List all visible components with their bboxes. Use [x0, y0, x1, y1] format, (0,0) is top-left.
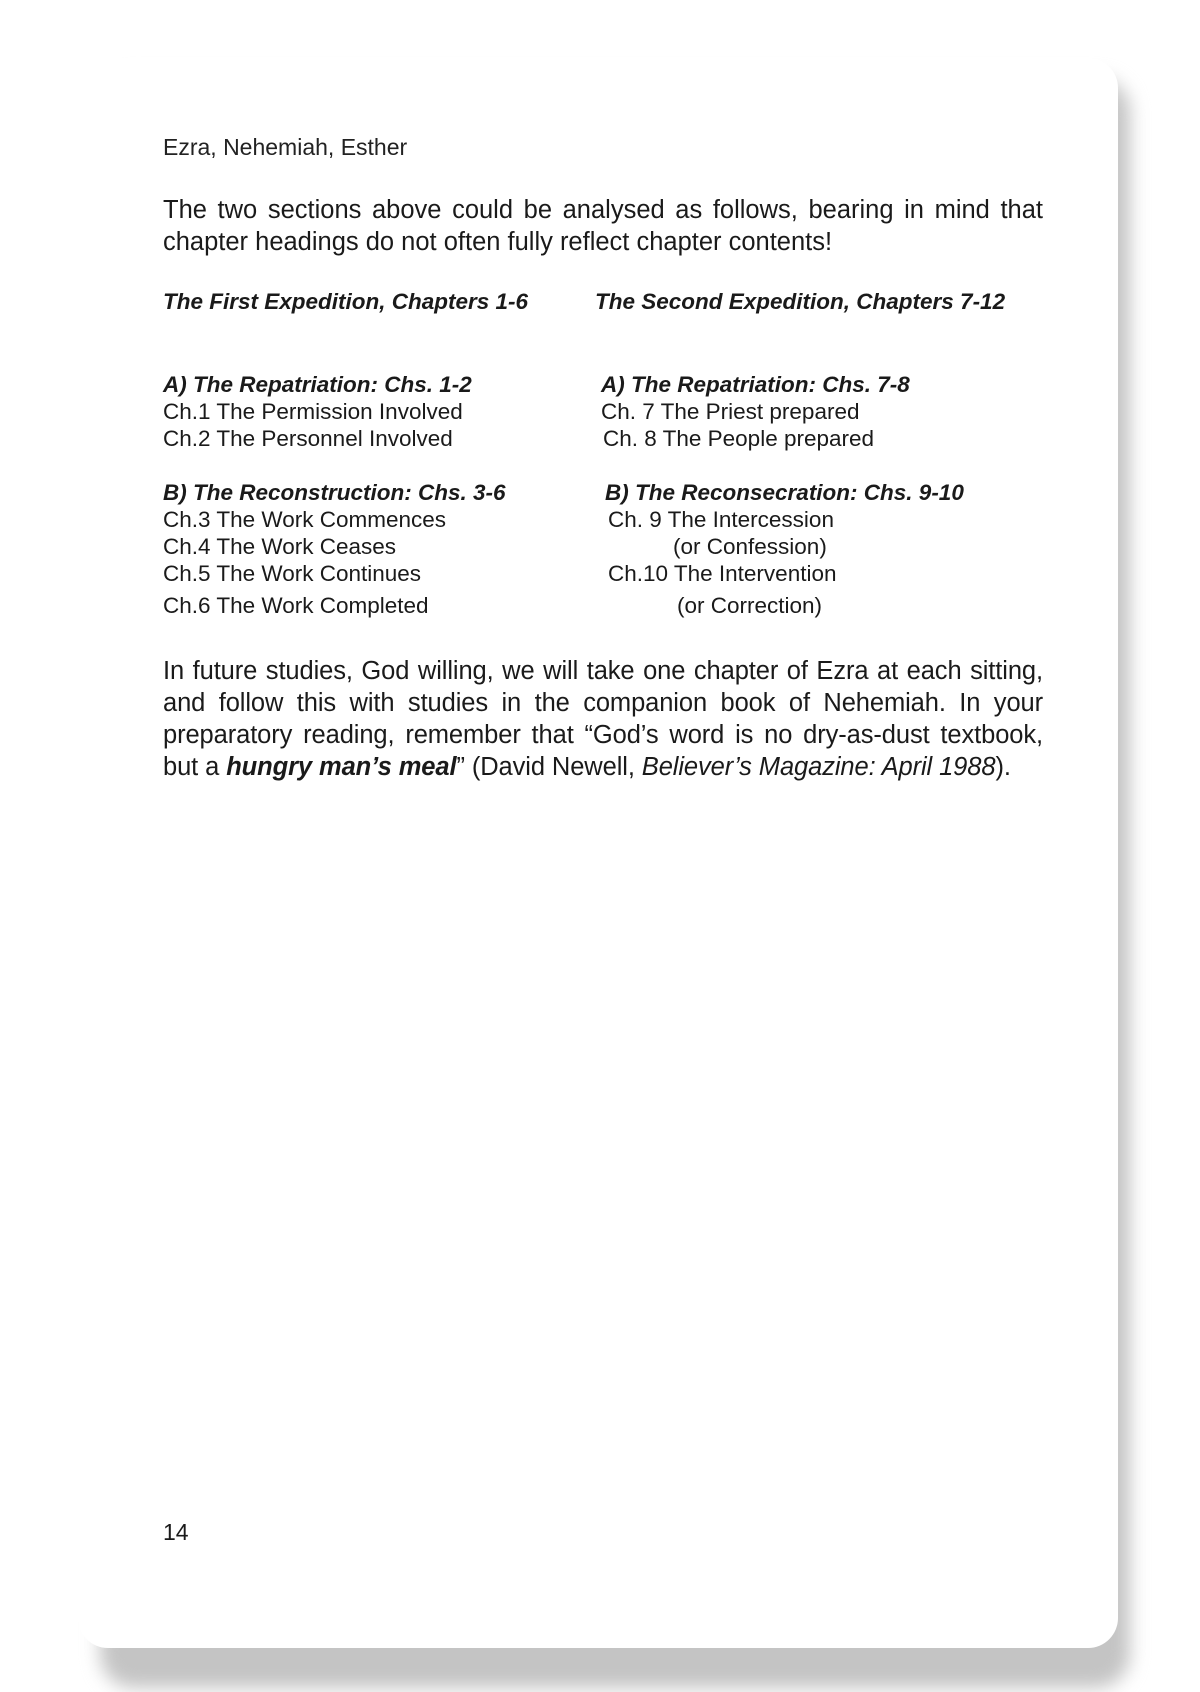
closing-text: ).	[995, 753, 1011, 781]
page-number: 14	[163, 1519, 189, 1545]
closing-text: ” (David Newell,	[456, 753, 642, 781]
right-section-a-line: Ch. 8 The People prepared	[603, 426, 875, 451]
first-expedition-heading: The First Expedition, Chapters 1-6	[163, 289, 529, 314]
left-section-b-line: Ch.6 The Work Completed	[163, 593, 429, 618]
left-section-a-line: Ch.2 The Personnel Involved	[163, 426, 453, 451]
left-section-b-line: Ch.4 The Work Ceases	[163, 534, 397, 559]
right-section-a-line: Ch. 7 The Priest prepared	[601, 399, 860, 424]
closing-paragraph	[163, 655, 1043, 783]
right-section-b-line: (or Confession)	[673, 534, 827, 559]
left-section-b-line: Ch.5 The Work Continues	[163, 561, 422, 586]
right-section-b-title: B) The Reconsecration: Chs. 9-10	[605, 480, 964, 505]
left-section-b-title: B) The Reconstruction: Chs. 3-6	[163, 480, 506, 505]
left-section-a-title: A) The Repatriation: Chs. 1-2	[163, 372, 472, 397]
left-section-a-line: Ch.1 The Permission Involved	[163, 399, 463, 424]
right-section-b-line: Ch.10 The Intervention	[608, 561, 837, 586]
closing-text: In future studies, God willing, we will take one chapter of Ezra at each sitting, and follow this with studies in the companion book of Nehemiah. In your preparatory reading, remember that “God’s word is no dry-as-dust textbook, but a	[163, 657, 1043, 781]
right-section-b-line: Ch. 9 The Intercession	[608, 507, 834, 532]
right-section-b	[605, 479, 964, 619]
second-expedition-heading: The Second Expedition, Chapters 7-12	[595, 289, 1006, 314]
intro-paragraph: The two sections above could be analysed as follows, bearing in mind that chapter headings do not often fully reflect chapter contents!	[163, 196, 1043, 256]
emphasis-text: hungry man’s meal	[226, 753, 457, 781]
right-section-b-line: (or Correction)	[677, 593, 823, 618]
citation-title: Believer’s Magazine: April 1988	[641, 753, 996, 781]
left-section-b	[163, 479, 506, 619]
right-section-a	[601, 371, 910, 452]
right-section-a-title: A) The Repatriation: Chs. 7-8	[601, 372, 910, 397]
left-section-b-line: Ch.3 The Work Commences	[163, 507, 447, 532]
left-section-a	[163, 371, 472, 452]
running-head: Ezra, Nehemiah, Esther	[163, 134, 408, 160]
